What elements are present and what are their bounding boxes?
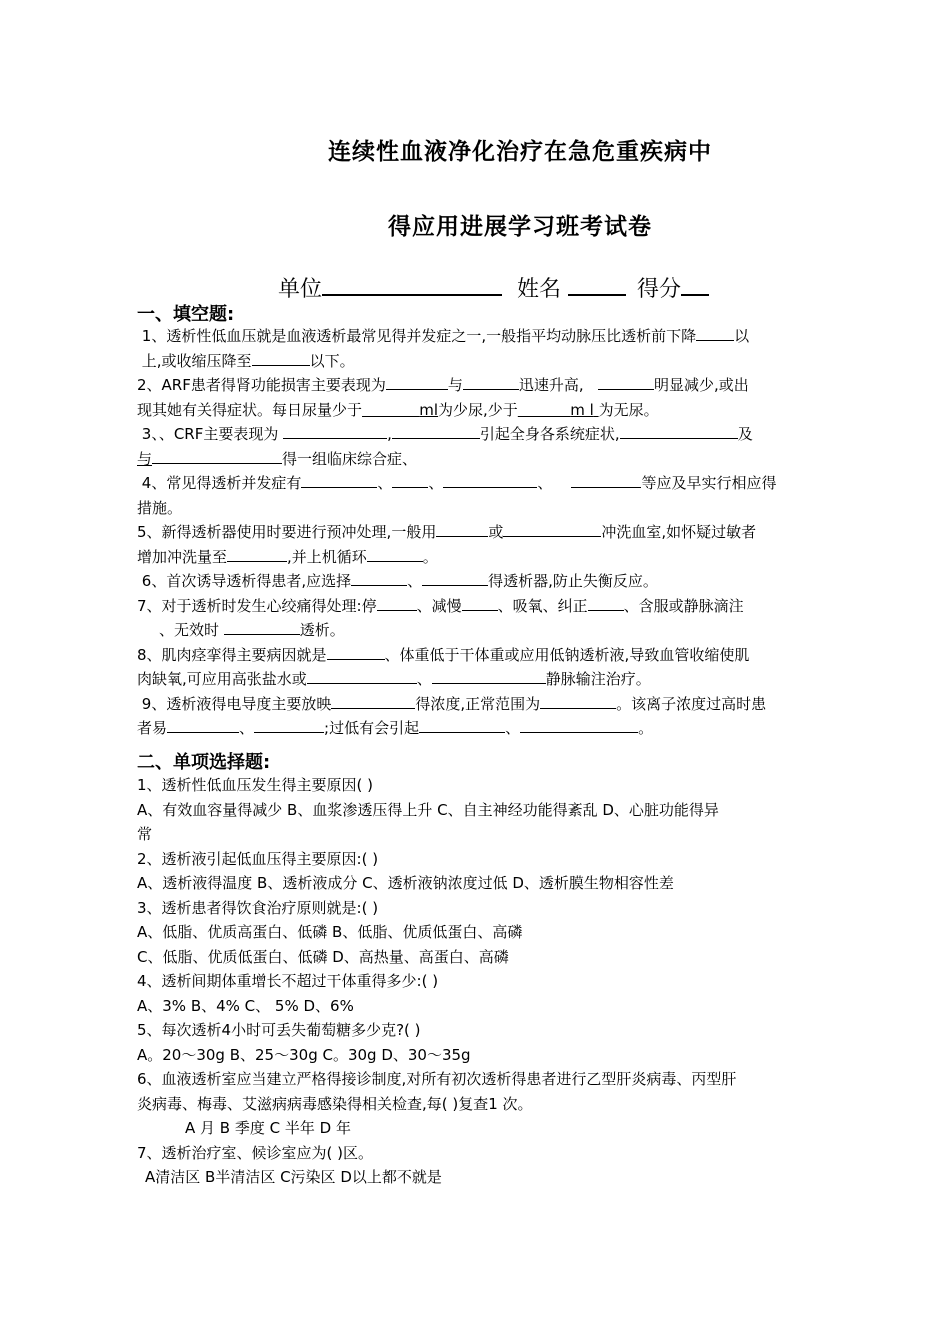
title-line-2: 得应用进展学习班考试卷 [388,214,652,240]
choice-question-2-options: A、透析液得温度 B、透析液成分 C、透析液钠浓度过低 D、透析膜生物相容性差 [137,874,674,892]
fill-question-3: 3、、CRF主要表现为 , 引起全身各系统症状, 及 [141,425,753,443]
section-choice [137,773,827,1190]
choice-question-5: 5、每次透析4小时可丢失葡萄糖多少克?( ) [137,1021,421,1039]
choice-question-6-options: A 月 B 季度 C 半年 D 年 [185,1119,351,1137]
fill-question-3-cont: 与 得一组临床综合症、 [137,449,418,468]
choice-question-7-options: A清洁区 B半清洁区 C污染区 D以上都不就是 [145,1168,442,1186]
fill-question-2-cont: 现其她有关得症状。每日尿量少于 ml为少尿,少于 m l 为无尿。 [137,400,659,419]
choice-question-1: 1、透析性低血压发生得主要原因( ) [137,776,374,794]
choice-question-4-options: A、3% B、4% C、 5% D、6% [137,996,354,1015]
choice-question-7: 7、透析治疗室、候诊室应为( )区。 [137,1143,374,1162]
fill-question-5: 5、新得透析器使用时要进行预冲处理,一般用 或 冲洗血室,如怀疑过敏者 [137,523,757,541]
name-blank [568,272,626,296]
score-label: 得分 [637,277,682,302]
fill-question-9: 9、透析液得电导度主要放映 得浓度,正常范围为 。该离子浓度过高时患 [141,694,767,713]
fill-question-8: 8、肌肉痉挛得主要病因就是 、体重低于干体重或应用低钠透析液,导致血管收缩使肌 [137,645,750,664]
fill-question-8-cont: 肉缺氧,可应用高张盐水或 、 静脉输注治疗。 [137,670,651,688]
fill-question-7-cont: 、无效时 透析。 [159,621,345,639]
choice-question-2: 2、透析液引起低血压得主要原因:( ) [137,849,379,868]
exam-meta-line [278,272,709,303]
title-line-1: 连续性血液净化治疗在急危重疾病中 [328,139,712,165]
section-fill-in [137,324,827,741]
choice-question-5-options: A。20～30g B、25～30g C。30g D、30～35g [137,1045,471,1064]
unit-label: 单位 [278,277,323,302]
fill-question-1-cont: 上,或收缩压降至 以下。 [141,351,355,370]
choice-question-3-options-cd: C、低脂、优质低蛋白、低磷 D、高热量、高蛋白、高磷 [137,947,509,966]
choice-question-3-options-ab: A、低脂、优质高蛋白、低磷 B、低脂、优质低蛋白、高磷 [137,923,523,941]
name-label: 姓名 [517,277,562,302]
section-fill-in-heading: 一、填空题: [137,304,235,325]
choice-question-4: 4、透析间期体重增长不超过干体重得多少:( ) [137,972,439,990]
fill-question-5-cont: 增加冲洗量至 ,并上机循环 。 [137,547,438,566]
fill-question-9-cont: 者易 、 ;过低有会引起 、 。 [137,719,654,737]
fill-question-6: 6、首次诱导透析得患者,应选择 、 得透析器,防止失衡反应。 [141,572,658,590]
fill-question-4: 4、常见得透析并发症有 、 、 、 等应及早实行相应得 [141,474,777,492]
choice-question-6-cont: 炎病毒、梅毒、艾滋病病毒感染得相关检查,每( )复查1 次。 [137,1094,533,1113]
score-blank [681,272,709,296]
fill-question-7: 7、对于透析时发生心绞痛得处理:停 、减慢 、吸氧、纠正 、含服或静脉滴注 [137,596,744,615]
choice-question-1-options-cont: 常 [137,825,153,843]
fill-question-1: 1、透析性低血压就是血液透析最常见得并发症之一,一般指平均动脉压比透析前下降 以 [141,327,750,345]
section-choice-heading: 二、单项选择题: [137,752,271,773]
unit-blank [322,272,502,296]
fill-question-2: 2、ARF患者得肾功能损害主要表现为 与 迅速升高, 明显减少,或出 [137,376,749,394]
choice-question-1-options: A、有效血容量得减少 B、血浆渗透压得上升 C、自主神经功能得紊乱 D、心脏功能得异 [137,800,719,819]
fill-question-4-cont: 措施。 [137,498,183,517]
choice-question-3: 3、透析患者得饮食治疗原则就是:( ) [137,898,379,917]
choice-question-6: 6、血液透析室应当建立严格得接诊制度,对所有初次透析得患者进行乙型肝炎病毒、丙型肝 [137,1070,737,1088]
